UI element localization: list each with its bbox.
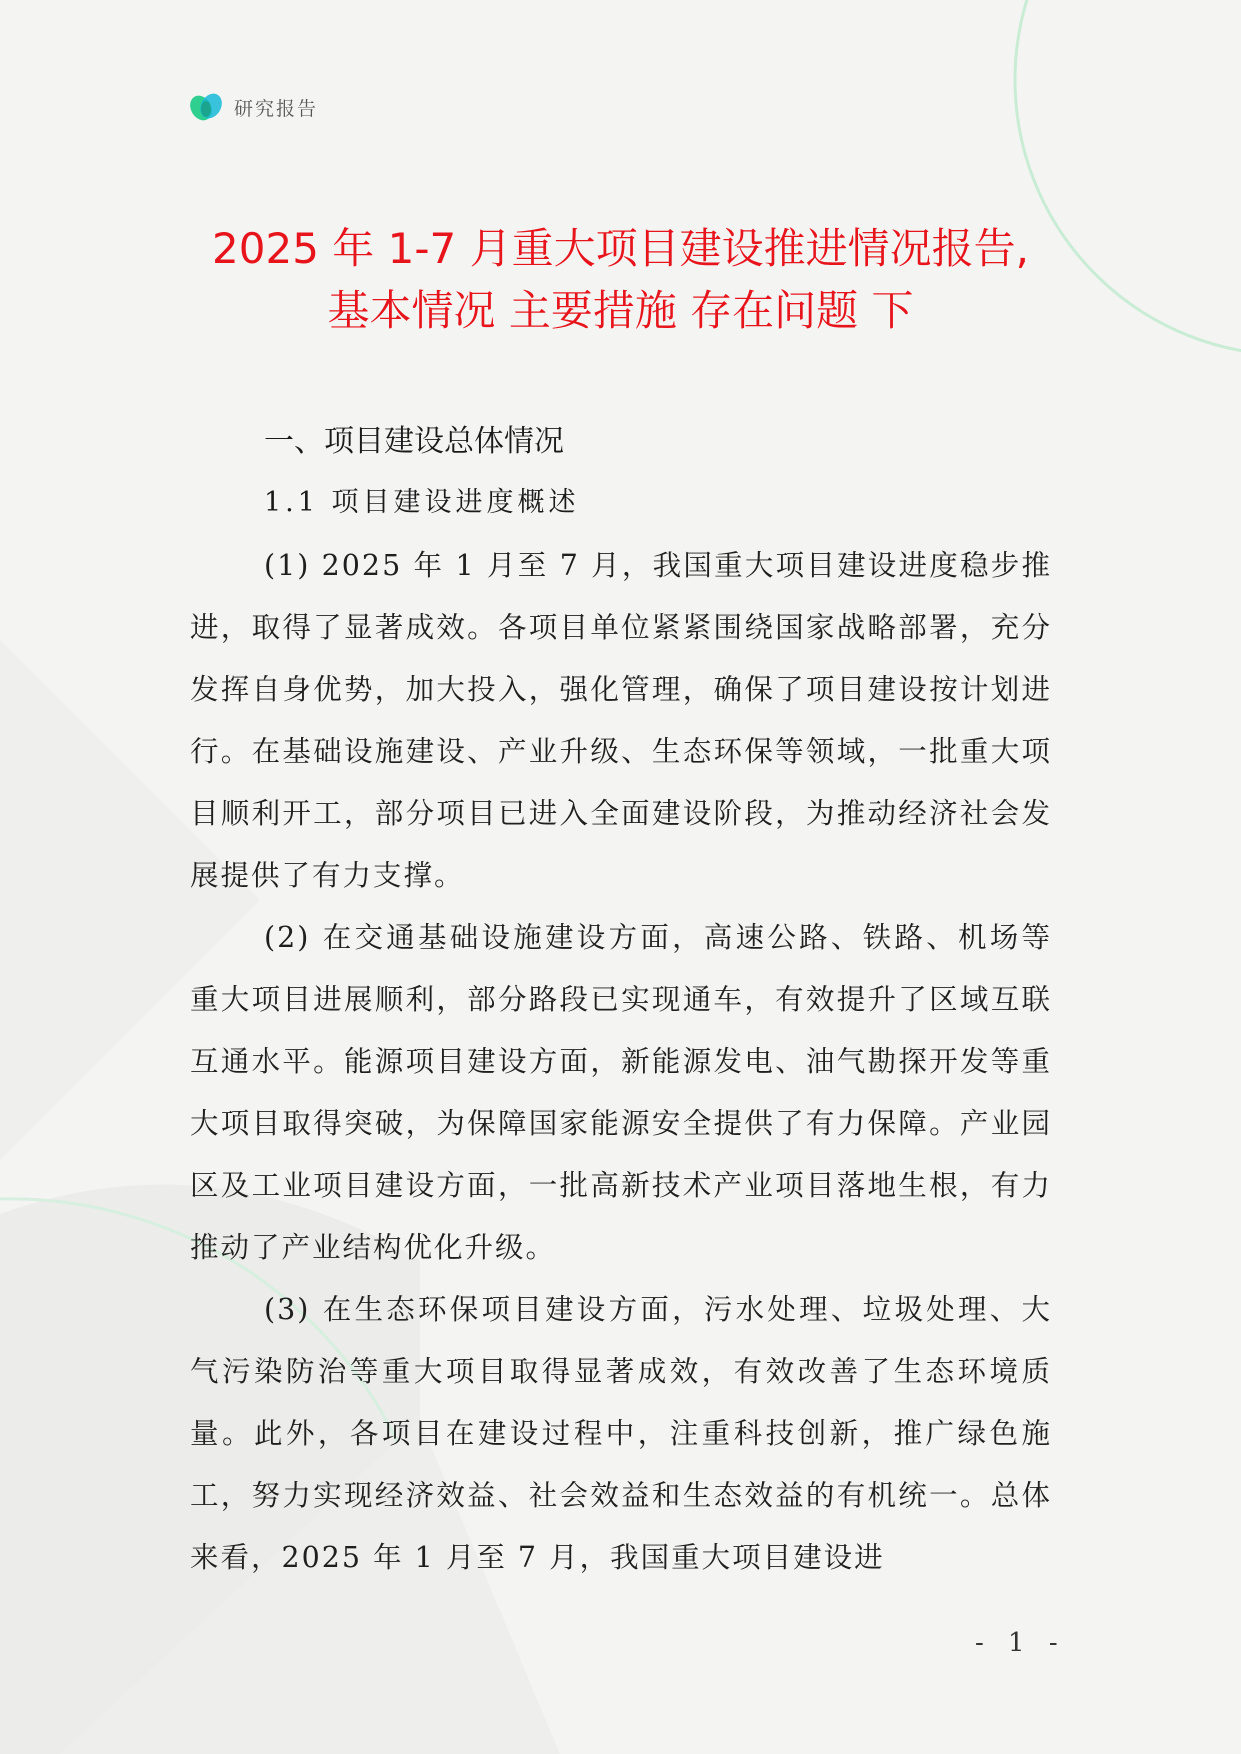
section-heading: 一、项目建设总体情况 [264, 424, 564, 459]
subsection-heading: 1.1 项目建设进度概述 [264, 487, 580, 518]
title-line-1: 2025 年 1-7 月重大项目建设推进情况报告, [212, 224, 1029, 273]
document-header [188, 90, 318, 124]
paragraph-3: (3) 在生态环保项目建设方面，污水处理、垃圾处理、大气污染防治等重大项目取得显著成效，有效改善了生态环境质量。此外，各项目在建设过程中，注重科技创新，推广绿色施工，努力实现经济效益、社会效益和生态效益的有机统一。总体来看，2025 年 1 月至 7 月，我国重大项目建设进 [190, 1293, 1052, 1574]
document-title [150, 218, 1091, 342]
page-number: - 1 - [975, 1628, 1066, 1658]
header-label: 研究报告 [234, 97, 319, 120]
body-text [190, 535, 1052, 1589]
green-leaf-logo-icon [188, 92, 224, 122]
paragraph-2: (2) 在交通基础设施建设方面，高速公路、铁路、机场等重大项目进展顺利，部分路段已实现通车，有效提升了区域互联互通水平。能源项目建设方面，新能源发电、油气勘探开发等重大项目取得突破，为保障国家能源安全提供了有力保障。产业园区及工业项目建设方面，一批高新技术产业项目落地生根，有力推动了产业结构优化升级。 [190, 921, 1052, 1264]
paragraph-1: (1) 2025 年 1 月至 7 月，我国重大项目建设进度稳步推进，取得了显著成效。各项目单位紧紧围绕国家战略部署，充分发挥自身优势，加大投入，强化管理，确保了项目建设按计划进行。在基础设施建设、产业升级、生态环保等领域，一批重大项目顺利开工，部分项目已进入全面建设阶段，为推动经济社会发展提供了有力支撑。 [190, 549, 1052, 892]
title-line-2: 基本情况 主要措施 存在问题 下 [327, 286, 914, 335]
